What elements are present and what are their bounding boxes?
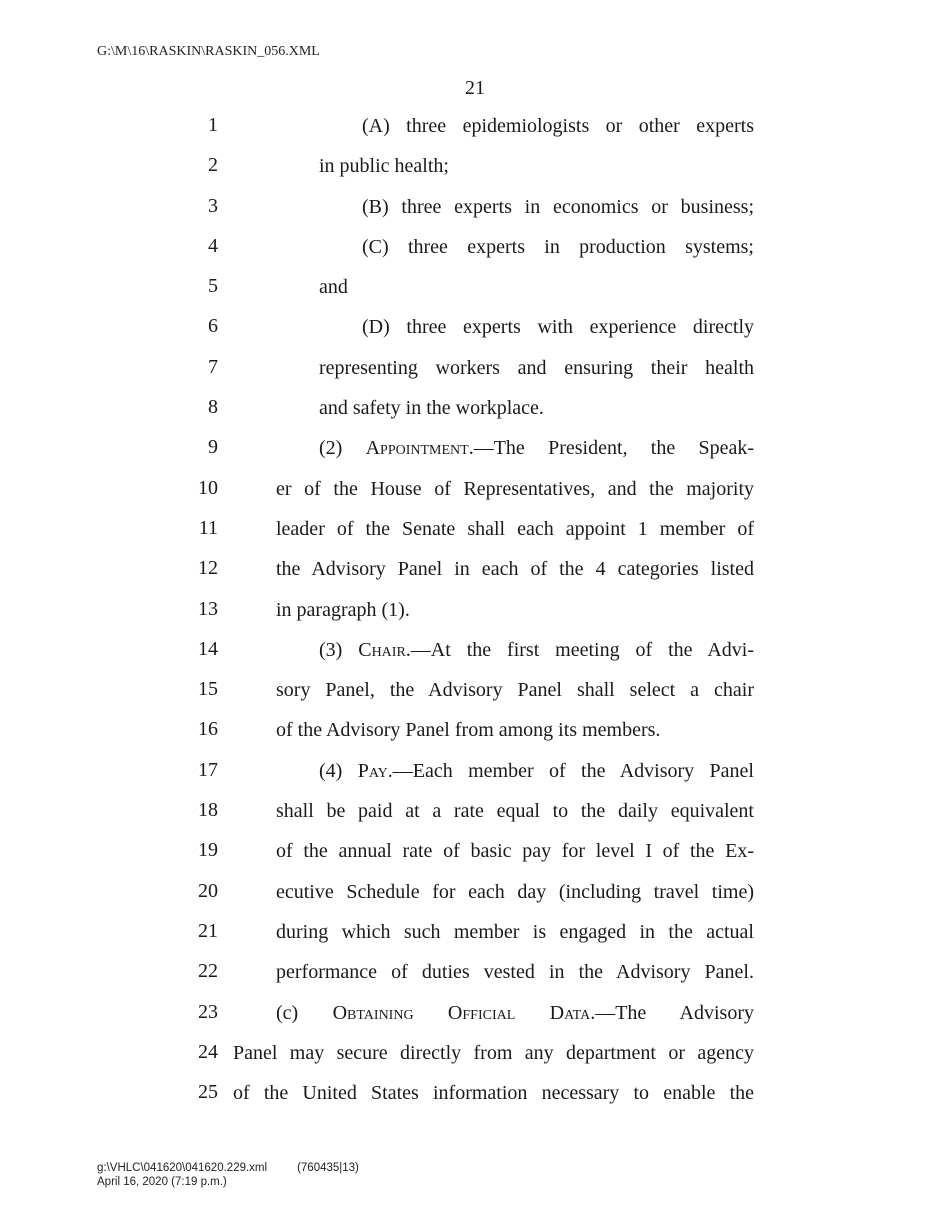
text-line: [0, 187, 950, 227]
line-number: 21: [198, 919, 218, 942]
line-text: [362, 235, 754, 259]
line-text: [319, 436, 754, 460]
text-line: [0, 791, 950, 831]
line-text: [362, 114, 754, 138]
line-text: [319, 396, 544, 420]
text-line: [0, 670, 950, 710]
text-run: of the Advisory Panel from among its members.: [276, 719, 661, 742]
text-line: [0, 106, 950, 146]
line-number: 11: [198, 516, 218, 539]
text-run: .—At the first meeting of the Advi-: [405, 638, 754, 661]
line-number: 17: [198, 758, 218, 781]
line-text: [276, 880, 754, 904]
text-line: [0, 751, 950, 791]
text-run: ecutive Schedule for each day (including travel time): [276, 880, 754, 903]
text-line: [0, 549, 950, 589]
text-run: in public health;: [319, 155, 449, 178]
text-line: [0, 388, 950, 428]
line-number: 19: [198, 839, 218, 862]
line-number: 9: [208, 436, 218, 459]
text-run: and: [319, 276, 348, 299]
text-run: .—The Advisory: [590, 1001, 754, 1024]
text-run: leader of the Senate shall each appoint 1 member of: [276, 517, 754, 540]
text-line: [0, 952, 950, 992]
line-number: 14: [198, 637, 218, 660]
line-number: 13: [198, 597, 218, 620]
text-run: of the United States information necessary to enable the: [233, 1082, 754, 1105]
line-text: [276, 477, 754, 501]
line-text: [276, 718, 660, 742]
footer-file: g:\VHLC\041620\041620.229.xml: [97, 1162, 268, 1174]
line-text: [276, 557, 754, 581]
line-number: 22: [198, 960, 218, 983]
text-run: er of the House of Representatives, and the majority: [276, 477, 754, 500]
text-line: [0, 1033, 950, 1073]
line-number: 16: [198, 718, 218, 741]
text-run: shall be paid at a rate equal to the daily equivalent: [276, 800, 754, 823]
line-number: 15: [198, 678, 218, 701]
text-run: (D) three experts with experience directly: [362, 316, 754, 339]
line-text: [276, 598, 410, 622]
text-run: .—The President, the Speak-: [468, 437, 755, 460]
text-run: (4): [319, 759, 358, 782]
text-line: [0, 1073, 950, 1113]
header-file-path: G:\M\16\RASKIN\RASKIN_056.XML: [97, 44, 320, 59]
text-line: [0, 872, 950, 912]
text-run: (3): [319, 638, 359, 661]
line-number: 3: [208, 194, 218, 217]
text-line: [0, 469, 950, 509]
text-line: [0, 630, 950, 670]
footer-id: (760435|13): [297, 1162, 359, 1174]
text-line: [0, 831, 950, 871]
line-number: 25: [198, 1081, 218, 1104]
text-line: [0, 428, 950, 468]
line-number: 1: [208, 114, 218, 136]
text-line: [0, 590, 950, 630]
line-text: [276, 517, 754, 541]
text-line: [0, 348, 950, 388]
line-number: 10: [198, 476, 218, 499]
text-run: representing workers and ensuring their health: [319, 356, 754, 379]
line-number: 20: [198, 879, 218, 902]
line-number: 8: [208, 396, 218, 419]
footer-date: April 16, 2020 (7:19 p.m.): [97, 1176, 227, 1188]
line-text: [276, 1001, 754, 1025]
section-heading: Obtaining Official Data: [332, 1001, 591, 1024]
text-line: [0, 993, 950, 1033]
text-run: .—Each member of the Advisory Panel: [387, 759, 754, 782]
text-line: [0, 509, 950, 549]
text-run: and safety in the workplace.: [319, 397, 544, 420]
section-heading: Pay: [357, 759, 388, 782]
text-run: Panel may secure directly from any department or agency: [233, 1041, 754, 1064]
line-number: 4: [208, 234, 218, 257]
line-text: [319, 275, 348, 299]
text-run: during which such member is engaged in the actual: [276, 920, 754, 943]
line-text: [233, 1081, 754, 1105]
text-line: [0, 227, 950, 267]
line-text: [276, 960, 754, 984]
document-body: [0, 106, 950, 1113]
line-number: 18: [198, 799, 218, 822]
text-line: [0, 146, 950, 186]
text-run: (A) three epidemiologists or other experts: [362, 115, 754, 137]
line-text: [319, 638, 754, 662]
line-text: [276, 920, 754, 944]
line-text: [233, 1041, 754, 1065]
footer: [97, 1161, 359, 1189]
text-line: [0, 267, 950, 307]
line-number: 12: [198, 557, 218, 580]
page-number: 21: [465, 77, 485, 99]
text-run: the Advisory Panel in each of the 4 categories listed: [276, 558, 754, 581]
text-run: (c): [276, 1001, 333, 1024]
line-number: 5: [208, 275, 218, 298]
line-number: 7: [208, 355, 218, 378]
text-line: [0, 912, 950, 952]
line-number: 2: [208, 154, 218, 177]
line-text: [276, 799, 754, 823]
text-line: [0, 307, 950, 347]
line-text: [276, 678, 754, 702]
line-text: [276, 839, 754, 863]
text-run: (C) three experts in production systems;: [362, 235, 754, 258]
text-run: (B) three experts in economics or business;: [362, 195, 754, 218]
line-text: [319, 356, 754, 380]
text-run: in paragraph (1).: [276, 598, 410, 621]
section-heading: Appointment: [365, 437, 469, 460]
line-number: 23: [198, 1000, 218, 1023]
text-run: of the annual rate of basic pay for level I of the Ex-: [276, 840, 754, 863]
line-text: [362, 315, 754, 339]
line-text: [362, 195, 754, 219]
line-number: 6: [208, 315, 218, 338]
line-text: [319, 154, 449, 178]
text-run: performance of duties vested in the Advisory Panel.: [276, 961, 754, 984]
section-heading: Chair: [358, 638, 406, 661]
text-run: sory Panel, the Advisory Panel shall select a chair: [276, 679, 754, 702]
line-number: 24: [198, 1040, 218, 1063]
text-run: (2): [319, 437, 366, 460]
text-line: [0, 710, 950, 750]
line-text: [319, 759, 754, 783]
